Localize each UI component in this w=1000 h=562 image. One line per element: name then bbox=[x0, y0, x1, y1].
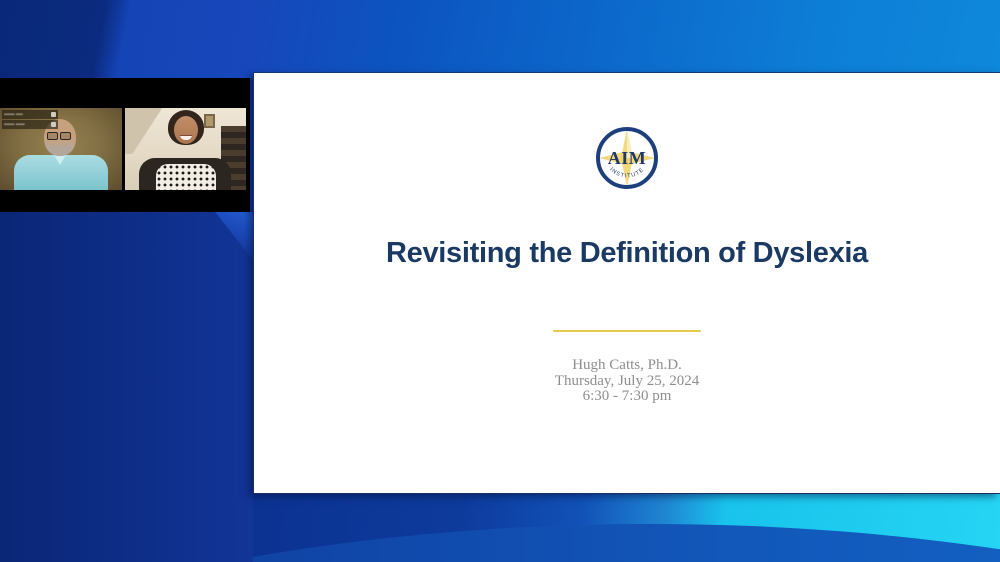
logo-acronym: AIM bbox=[607, 148, 647, 168]
gold-divider bbox=[553, 330, 701, 332]
session-info bbox=[555, 358, 699, 405]
presenter-name: Hugh Catts, Ph.D. bbox=[572, 357, 682, 373]
shared-slide bbox=[253, 72, 1000, 494]
slide-title: Revisiting the Definition of Dyslexia bbox=[386, 237, 868, 269]
participant-name-2: •••••• ••••• bbox=[4, 121, 25, 128]
overlay-row bbox=[2, 110, 58, 119]
wall-frame bbox=[204, 114, 215, 128]
logo-institute-text: INSTITUTE bbox=[608, 166, 646, 180]
host-dotted-top bbox=[156, 164, 216, 190]
pin-icon[interactable] bbox=[51, 112, 56, 117]
background-wave bbox=[253, 524, 1000, 562]
session-date: Thursday, July 25, 2024 bbox=[554, 372, 700, 389]
background-top-band bbox=[0, 0, 1000, 78]
background-bottom-band bbox=[253, 494, 1000, 562]
mic-icon[interactable] bbox=[51, 122, 56, 127]
participant-name-1: •••••• •••• bbox=[4, 111, 23, 118]
presenter-glasses bbox=[47, 132, 73, 140]
glasses-lens bbox=[47, 132, 58, 140]
video-strip bbox=[0, 78, 250, 212]
video-tile-host[interactable] bbox=[125, 108, 246, 190]
slide-content bbox=[254, 73, 1000, 493]
video-tile-presenter[interactable] bbox=[0, 108, 122, 190]
participant-names-overlay bbox=[2, 110, 58, 130]
aim-institute-logo bbox=[594, 125, 660, 191]
session-time: 6:30 - 7:30 pm bbox=[582, 388, 672, 405]
glasses-lens bbox=[60, 132, 71, 140]
overlay-row bbox=[2, 120, 58, 129]
